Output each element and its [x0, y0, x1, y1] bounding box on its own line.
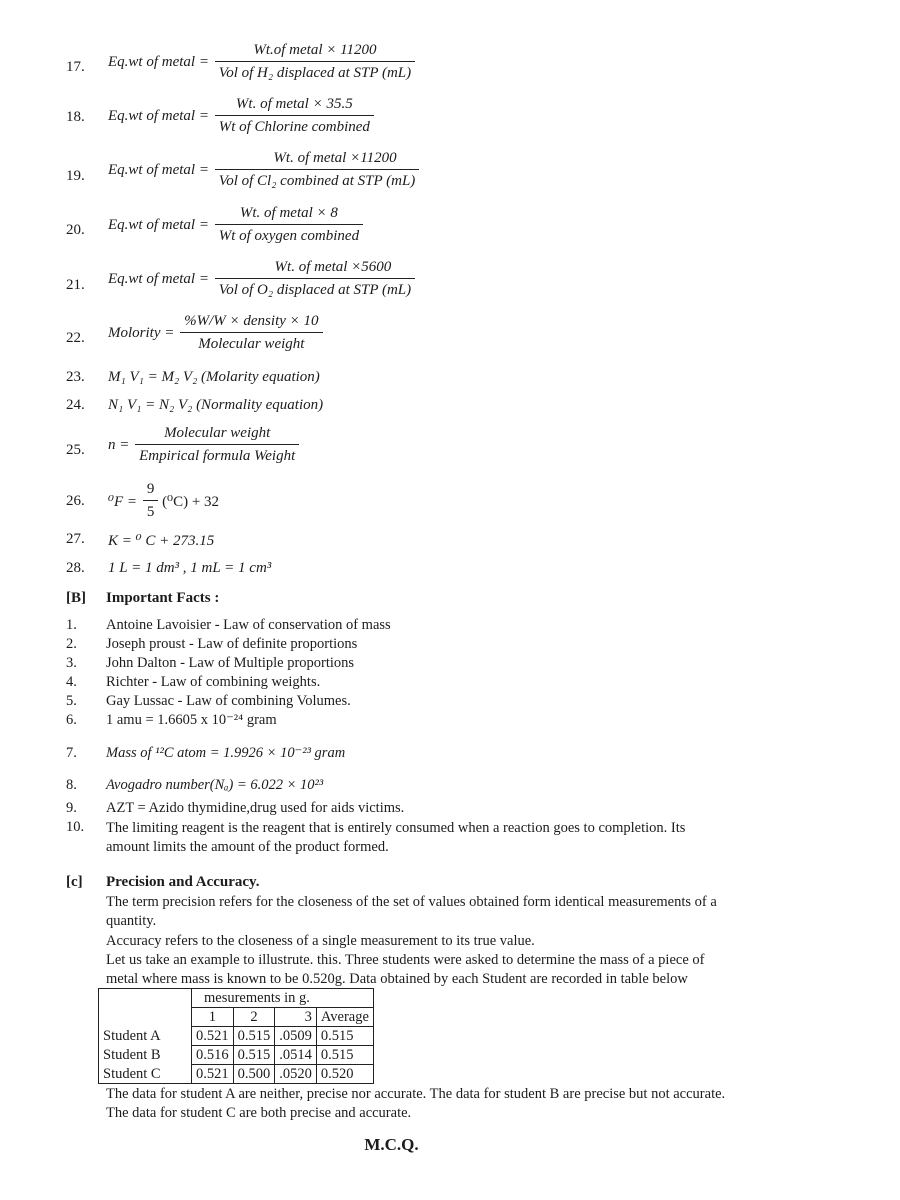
formula-lhs: Molority =	[108, 324, 175, 341]
table-group-header: mesurements in g.	[192, 989, 374, 1008]
footer-heading: M.C.Q.	[364, 1135, 419, 1154]
table-cell: 0.515	[316, 1046, 373, 1065]
denominator: Vol of H₂ displaced at STP (mL)	[218, 65, 412, 81]
row-label: Student C	[99, 1065, 192, 1084]
fact-number: 8.	[66, 777, 77, 793]
formula-number: 19.	[66, 168, 85, 184]
fact-number: 4.	[66, 674, 77, 690]
denominator: Molecular weight	[198, 336, 305, 352]
paragraph: The data for student A are neither, precise nor accurate. The data for student B are precise but not accurate. The data for student C are both precise and accurate.	[106, 1086, 726, 1121]
formula-lhs: n =	[108, 436, 130, 453]
measurements-table	[98, 988, 374, 1084]
formula-19	[108, 150, 419, 190]
fact-text: Gay Lussac - Law of combining Volumes.	[106, 693, 351, 709]
denominator: 5	[146, 504, 155, 520]
formula-number: 17.	[66, 59, 85, 75]
table-row	[99, 1027, 374, 1046]
table-cell: 0.516	[192, 1046, 234, 1065]
paragraph: Let us take an example to illustrute. this. Three students were asked to determine the mass of a piece of metal where mass is known to be 0.520g. Data obtained by each Student are recorded in table below	[106, 952, 705, 987]
fact-text: The limiting reagent is the reagent that is entirely consumed when a reaction goes to completion. Its amount limits the amount of the product formed.	[106, 820, 686, 855]
fact-text: 1 amu = 1.6605 x 10⁻²⁴ gram	[106, 712, 277, 728]
fact-number: 3.	[66, 655, 77, 671]
formula-number: 24.	[66, 397, 85, 413]
column-header: 2	[233, 1008, 275, 1027]
fact-text: Avogadro number(Nₐ) = 6.022 × 10²³	[106, 777, 324, 793]
numerator: Wt. of metal ×11200	[215, 150, 420, 170]
formula-28: 1 L = 1 dm³ , 1 mL = 1 cm³	[108, 560, 272, 576]
formula-number: 21.	[66, 277, 85, 293]
fact-text: AZT = Azido thymidine,drug used for aids victims.	[106, 800, 405, 816]
section-title: Important Facts :	[106, 590, 220, 606]
formula-number: 26.	[66, 493, 85, 509]
formula-number: 18.	[66, 109, 85, 125]
formula-number: 20.	[66, 222, 85, 238]
row-label: Student A	[99, 1027, 192, 1046]
row-label: Student B	[99, 1046, 192, 1065]
table-cell: 0.521	[192, 1027, 234, 1046]
table-cell: 0.521	[192, 1065, 234, 1084]
table-row	[99, 1046, 374, 1065]
formula-number: 28.	[66, 560, 85, 576]
table-cell: .0509	[275, 1027, 317, 1046]
section-marker: [c]	[66, 874, 83, 890]
formula-24: N₁ V₁ = N₂ V₂ (Normality equation)	[108, 397, 324, 413]
formula-lhs: Eq.wt of metal =	[108, 216, 209, 233]
denominator: Vol of Cl₂ combined at STP (mL)	[218, 173, 416, 189]
fact-number: 10.	[66, 819, 85, 835]
numerator: 9	[143, 481, 159, 501]
formula-lhs: Eq.wt of metal =	[108, 161, 209, 178]
formula-25	[108, 425, 299, 465]
denominator: Empirical formula Weight	[139, 448, 296, 464]
formula-lhs: ⁰F =	[108, 493, 138, 510]
formula-number: 23.	[66, 369, 85, 385]
fact-text: John Dalton - Law of Multiple proportions	[106, 655, 355, 671]
formula-number: 25.	[66, 442, 85, 458]
numerator: Wt. of metal × 35.5	[215, 96, 374, 116]
formula-21	[108, 259, 415, 299]
denominator: Wt of oxygen combined	[218, 228, 360, 244]
fact-number: 6.	[66, 712, 77, 728]
denominator: Vol of O₂ displaced at STP (mL)	[218, 282, 412, 298]
formula-17	[108, 42, 415, 82]
paragraph: Accuracy refers to the closeness of a single measurement to its true value.	[106, 933, 535, 949]
table-cell: .0520	[275, 1065, 317, 1084]
table-cell: 0.515	[233, 1027, 275, 1046]
table-cell: 0.515	[233, 1046, 275, 1065]
fact-number: 1.	[66, 617, 77, 633]
column-header: 3	[275, 1008, 317, 1027]
formula-number: 27.	[66, 531, 85, 547]
formula-number: 22.	[66, 330, 85, 346]
table-cell: 0.520	[316, 1065, 373, 1084]
section-title: Precision and Accuracy.	[106, 874, 260, 890]
formula-18	[108, 96, 374, 136]
table-row	[99, 1065, 374, 1084]
formula-23: M₁ V₁ = M₂ V₂ (Molarity equation)	[108, 369, 320, 385]
fact-number: 5.	[66, 693, 77, 709]
formula-lhs: Eq.wt of metal =	[108, 53, 209, 70]
table-cell: 0.515	[316, 1027, 373, 1046]
formula-lhs: Eq.wt of metal =	[108, 107, 209, 124]
formula-20	[108, 205, 363, 245]
formula-27: K = ⁰ C + 273.15	[108, 533, 215, 549]
fact-text: Mass of ¹²C atom = 1.9926 × 10⁻²³ gram	[106, 745, 346, 761]
fact-text: Richter - Law of combining weights.	[106, 674, 321, 690]
numerator: Wt. of metal × 8	[215, 205, 363, 225]
formula-rhs: (⁰C) + 32	[162, 493, 220, 510]
table-cell: .0514	[275, 1046, 317, 1065]
table-cell: 0.500	[233, 1065, 275, 1084]
fact-text: Antoine Lavoisier - Law of conservation of mass	[106, 617, 391, 633]
formula-22	[108, 313, 323, 353]
fact-number: 2.	[66, 636, 77, 652]
numerator: Wt. of metal ×5600	[215, 259, 415, 279]
formula-lhs: Eq.wt of metal =	[108, 270, 209, 287]
section-marker: [B]	[66, 590, 86, 606]
formula-26	[108, 481, 221, 521]
fact-number: 9.	[66, 800, 77, 816]
numerator: Molecular weight	[135, 425, 299, 445]
column-header: 1	[192, 1008, 234, 1027]
paragraph: The term precision refers for the closeness of the set of values obtained form identical measurements of a quantity.	[106, 894, 717, 929]
fact-number: 7.	[66, 745, 77, 761]
numerator: Wt.of metal × 11200	[215, 42, 415, 62]
column-header: Average	[316, 1008, 373, 1027]
denominator: Wt of Chlorine combined	[218, 119, 370, 135]
numerator: %W/W × density × 10	[180, 313, 322, 333]
fact-text: Joseph proust - Law of definite proportions	[106, 636, 358, 652]
